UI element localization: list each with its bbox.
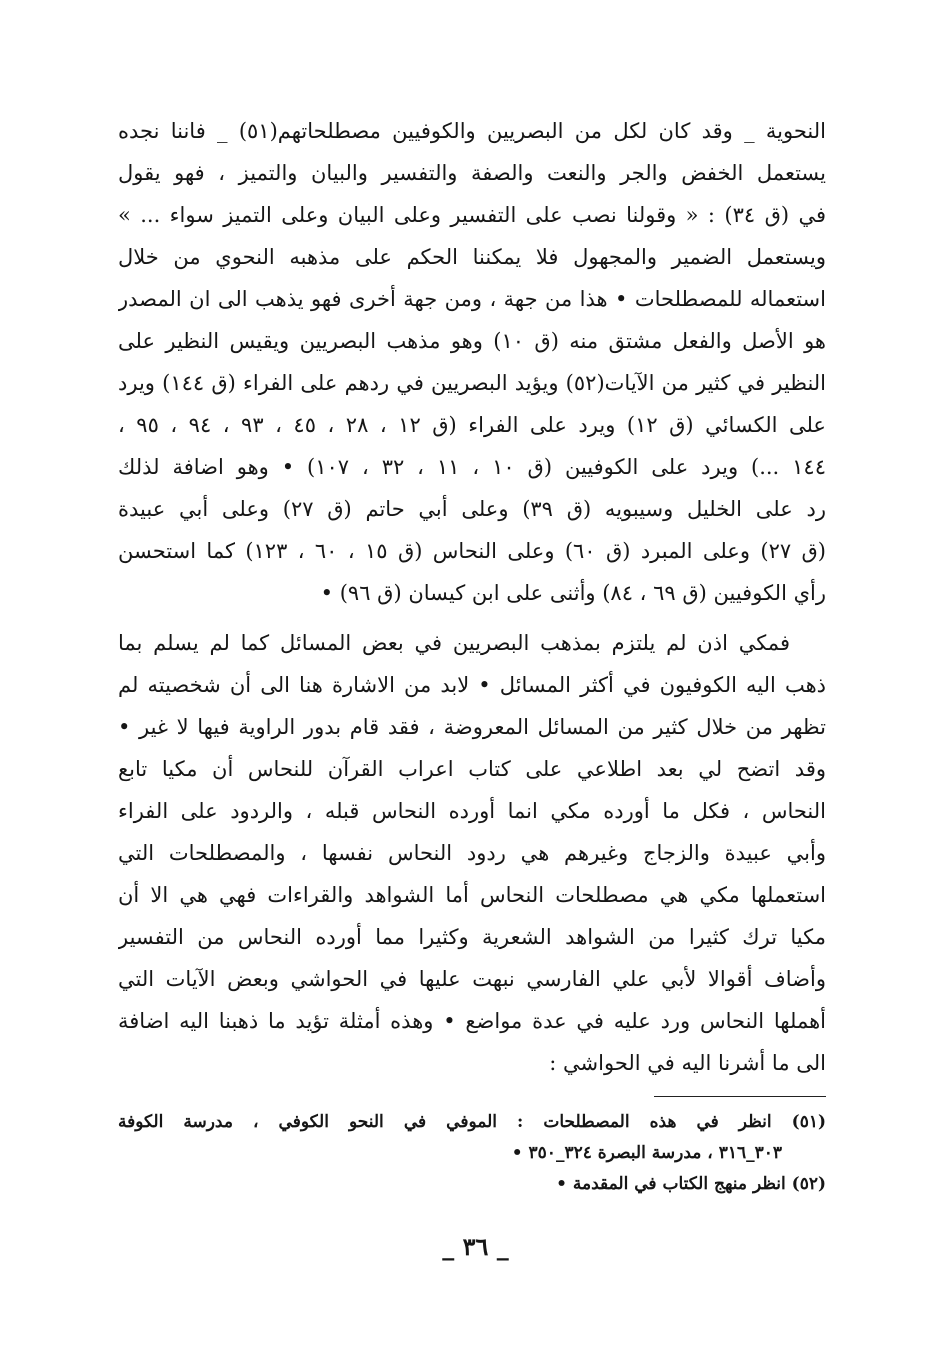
book-page [118,110,826,1330]
text-line: النحوية _ وقد كان لكل من البصريين والكوفيين مصطلحاتهم(٥١) _ فاننا نجده [118,119,826,143]
text-line: النحاس ، فكل ما أورده مكي انما أورده النحاس قبله ، والردود على الفراء [118,799,826,823]
text-line: (ق ٢٧) وعلى المبرد (ق ٦٠) وعلى النحاس (ق ١٥ ، ٦٠ ، ١٢٣) كما استحسن [118,539,826,563]
text-line: رد على الخليل وسيبويه (ق ٣٩) وعلى أبي حاتم (ق ٢٧) وعلى أبي عبيدة [118,497,826,521]
text-line: فمكي اذن لم يلتزم بمذهب البصريين في بعض المسائل كما لم يسلم بما [118,631,790,655]
paragraph-2 [118,622,826,1084]
text-line: وأبي عبيدة والزجاج وغيرهم هي ردود النحاس نفسها ، والمصطلحات التي [118,841,826,865]
text-line: ويستعمل الضمير والمجهول فلا يمكننا الحكم على مذهبه النحوي من خلال [118,245,826,269]
footnote-51-continuation: ٣٠٣_٣١٦ ، مدرسة البصرة ٣٢٤_٣٥٠ • [511,1143,782,1163]
page-number: _ ٣٦ _ [442,1232,509,1261]
text-line: هو الأصل والفعل مشتق منه (ق ١٠) وهو مذهب البصريين ويقيس النظير على [118,329,826,353]
text-line: في (ق ٣٤) : « وقولنا نصب على التفسير وعلى البيان وعلى التميز سواء ... » [118,203,826,227]
paragraph-1 [118,110,826,614]
text-line: استعملها مكي هي مصطلحات النحاس أما الشواهد والقراءات فهي هي الا أن [118,883,826,907]
text-line: ١٤٤ ...) ويرد على الكوفيين (ق ١٠ ، ١١ ، ٣٢ ، ١٠٧) • وهو اضافة لذلك [118,455,826,479]
text-line: رأي الكوفيين (ق ٦٩ ، ٨٤) وأثنى على ابن كيسان (ق ٩٦) • [320,581,826,605]
text-line: تظهر من خلال كثير من المسائل المعروضة ، فقد قام بدور الراوية فيها لا غير • [118,715,826,739]
text-line: على الكسائي (ق ١٢) ويرد على الفراء (ق ١٢ ، ٢٨ ، ٤٥ ، ٩٣ ، ٩٤ ، ٩٥ ، [118,413,826,437]
text-line: وقد اتضح لي بعد اطلاعي على كتاب اعراب القرآن للنحاس أن مكيا تابع [118,757,826,781]
footnote-divider [654,1096,826,1097]
footnote-52: (٥٢) انظر منهج الكتاب في المقدمة • [556,1174,826,1194]
footnotes [118,1107,826,1200]
footnote-51: (٥١) انظر في هذه المصطلحات : الموفي في النحو الكوفي ، مدرسة الكوفة [118,1112,826,1132]
text-line: استعماله للمصطلحات • هذا من جهة ، ومن جهة أخرى فهو يذهب الى ان المصدر [118,287,826,311]
text-line: ذهب اليه الكوفيون في أكثر المسائل • لابد من الاشارة هنا الى أن شخصيته لم [118,673,826,697]
text-line: أهملها النحاس ورد عليه في عدة مواضع • وهذه أمثلة تؤيد ما ذهبنا اليه اضافة [118,1009,826,1033]
text-line: النظير في كثير من الآيات(٥٢) ويؤيد البصريين في ردهم على الفراء (ق ١٤٤) ويرد [118,371,826,395]
text-line: الى ما أشرنا اليه في الحواشي : [549,1051,826,1075]
paragraph-gap [118,614,826,622]
text-line: يستعمل الخفض والجر والنعت والصفة والتفسير والبيان والتميز ، فهو يقول [118,161,826,185]
text-line: مكيا ترك كثيرا من الشواهد الشعرية وكثيرا مما أورده النحاس من التفسير [118,925,826,949]
text-line: وأضاف أقوالا لأبي علي الفارسي نبهت عليها في الحواشي وبعض الآيات التي [118,967,826,991]
